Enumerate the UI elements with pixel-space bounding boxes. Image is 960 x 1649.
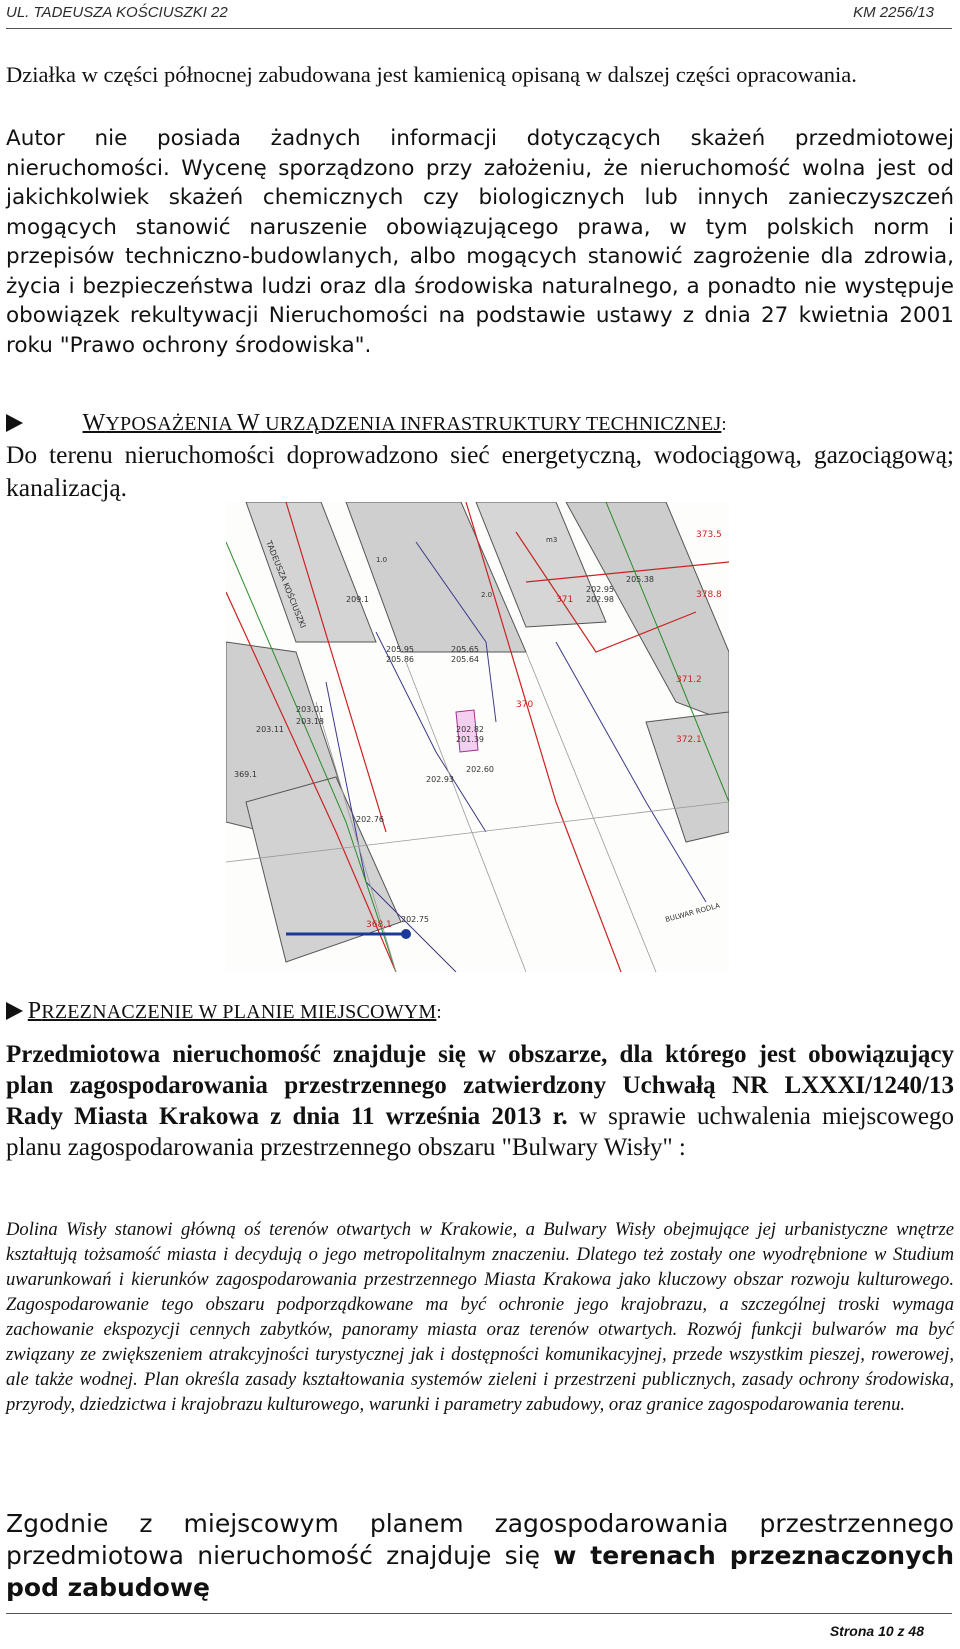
svg-text:203.01: 203.01: [296, 705, 324, 714]
plan-subject-text: w sprawie uchwalenia miejscowego planu zagospodarowania przestrzennego obszaru "Bulwary Wisły" :: [6, 1103, 954, 1161]
svg-text:205.38: 205.38: [626, 575, 654, 584]
paragraph-plan-quote: Dolina Wisły stanowi główną oś terenów otwartych w Krakowie, a Bulwary Wisły obejmujące jej urbanistyczne wnętrze kształtują tożsamość miasta i decydują o jego metropolitalnym znaczeniu. Dlatego też zostały one wyodrębnione w Studium uwarunkowań i kierunków zagospodarowania przestrzennego Miasta Krakowa jako kluczowy obszar rozwoju kulturowego. Zagospodarowanie tego obszaru podporządkowane ma być ochronie jego krajobrazu, a szczególnej troski wymaga zachowanie ekspozycji cennych zabytków, panoramy miasta oraz terenów otwartych. Rozwój funkcji bulwarów ma być związany ze zwiększeniem atrakcyjności turystycznej jak i dostępności komunikacyjnej, przede wszystkim pieszej, rowerowej, ale także wodnej. Plan określa zasady kształtowania systemów zieleni i przestrzeni publicznych, zasady ochrony środowiska, przyrody, dziedzictwa i krajobrazu kulturowego, warunki i parametry zabudowy, oraz granice zagospodarowania terenu.: [6, 1219, 954, 1415]
svg-text:m3: m3: [546, 536, 558, 544]
svg-text:2.0: 2.0: [481, 591, 493, 599]
section-heading-infrastructure: WYPOSAŻENIA W URZĄDZENIA INFRASTRUKTURY TECHNICZNEJ:: [6, 410, 727, 437]
page-number: Strona 10 z 48: [829, 1623, 924, 1639]
svg-text:372.1: 372.1: [676, 735, 702, 745]
header-address: UL. TADEUSZA KOŚCIUSZKI 22: [6, 4, 228, 21]
svg-text:202.82: 202.82: [456, 725, 484, 734]
map-drawing: [226, 502, 729, 972]
paragraph-infrastructure: Do terenu nieruchomości doprowadzono sieć energetyczną, wodociągową, gazociągową; kanalizacją.: [6, 440, 954, 502]
svg-text:202.76: 202.76: [356, 815, 384, 824]
cadastral-map: [226, 502, 729, 972]
svg-text:371.2: 371.2: [676, 675, 702, 685]
svg-text:369.1: 369.1: [234, 770, 257, 779]
svg-text:203.11: 203.11: [256, 725, 284, 734]
svg-text:202.93: 202.93: [426, 775, 454, 784]
header-case-number: KM 2256/13: [853, 4, 934, 21]
svg-text:205.86: 205.86: [386, 655, 414, 664]
svg-text:368.1: 368.1: [366, 920, 392, 930]
plan-resolution-text: Przedmiotowa nieruchomość znajduje się w obszarze, dla którego jest obowiązujący plan zagospodarowania przestrzennego zatwierdzony Uchwałą NR LXXXI/1240/13 Rady Miasta Krakowa z dnia 11 września 2013 r.: [6, 1041, 954, 1130]
svg-text:202.60: 202.60: [466, 765, 494, 774]
zoning-designation: w terenach przeznaczonych pod zabudowę: [6, 1541, 954, 1602]
svg-text:205.95: 205.95: [386, 645, 414, 654]
svg-text:378.8: 378.8: [696, 590, 722, 600]
paragraph-contamination-disclaimer: Autor nie posiada żadnych informacji dotyczących skażeń przedmiotowej nieruchomości. Wycenę sporządzono przy założeniu, że nieruchomość wolna jest od jakichkolwiek skażeń chemicznych czy biologicznych lub innych zanieczyszczeń mogących stanowić naruszenie obowiązującego prawa, w tym polskich norm i przepisów techniczno-budowlanych, albo mogących stanowić zagrożenie dla zdrowia, życia i bezpieczeństwa ludzi oraz dla środowiska naturalnego, a ponadto nie występuje obowiązek rekultywacji Nieruchomości na podstawie ustawy z dnia 27 kwietnia 2001 roku "Prawo ochrony środowiska".: [6, 126, 954, 358]
svg-text:TADEUSZA KOŚCIUSZKI: TADEUSZA KOŚCIUSZKI: [264, 539, 308, 630]
svg-text:202.75: 202.75: [401, 915, 429, 924]
paragraph-zoning: Zgodnie z miejscowym planem zagospodarowania przestrzennego przedmiotowa nieruchomość znajduje się w terenach przeznaczonych pod zabudowę: [6, 1509, 954, 1602]
svg-text:373.5: 373.5: [696, 530, 722, 540]
svg-text:209.1: 209.1: [346, 595, 369, 604]
svg-text:202.98: 202.98: [586, 595, 614, 604]
svg-text:371: 371: [556, 595, 574, 605]
svg-text:BULWAR RODLA: BULWAR RODLA: [664, 901, 721, 924]
svg-text:370: 370: [516, 700, 534, 710]
map-marker-icon: [401, 929, 411, 939]
footer-divider: [6, 1613, 952, 1614]
svg-text:205.65: 205.65: [451, 645, 479, 654]
triangle-bullet-icon: [6, 414, 23, 432]
svg-text:205.64: 205.64: [451, 655, 479, 664]
paragraph-building-description: Działka w części północnej zabudowana jest kamienicą opisaną w dalszej części opracowania.: [6, 62, 857, 87]
svg-text:201.39: 201.39: [456, 735, 484, 744]
page-header: [6, 2, 934, 24]
section-heading-local-plan: PRZEZNACZENIE W PLANIE MIEJSCOWYM:: [6, 998, 442, 1025]
svg-text:202.95: 202.95: [586, 585, 614, 594]
triangle-bullet-icon: [6, 1002, 23, 1020]
svg-text:203.18: 203.18: [296, 717, 324, 726]
header-divider: [6, 28, 952, 29]
paragraph-local-plan: [6, 1039, 954, 1163]
svg-text:1.0: 1.0: [376, 556, 388, 564]
